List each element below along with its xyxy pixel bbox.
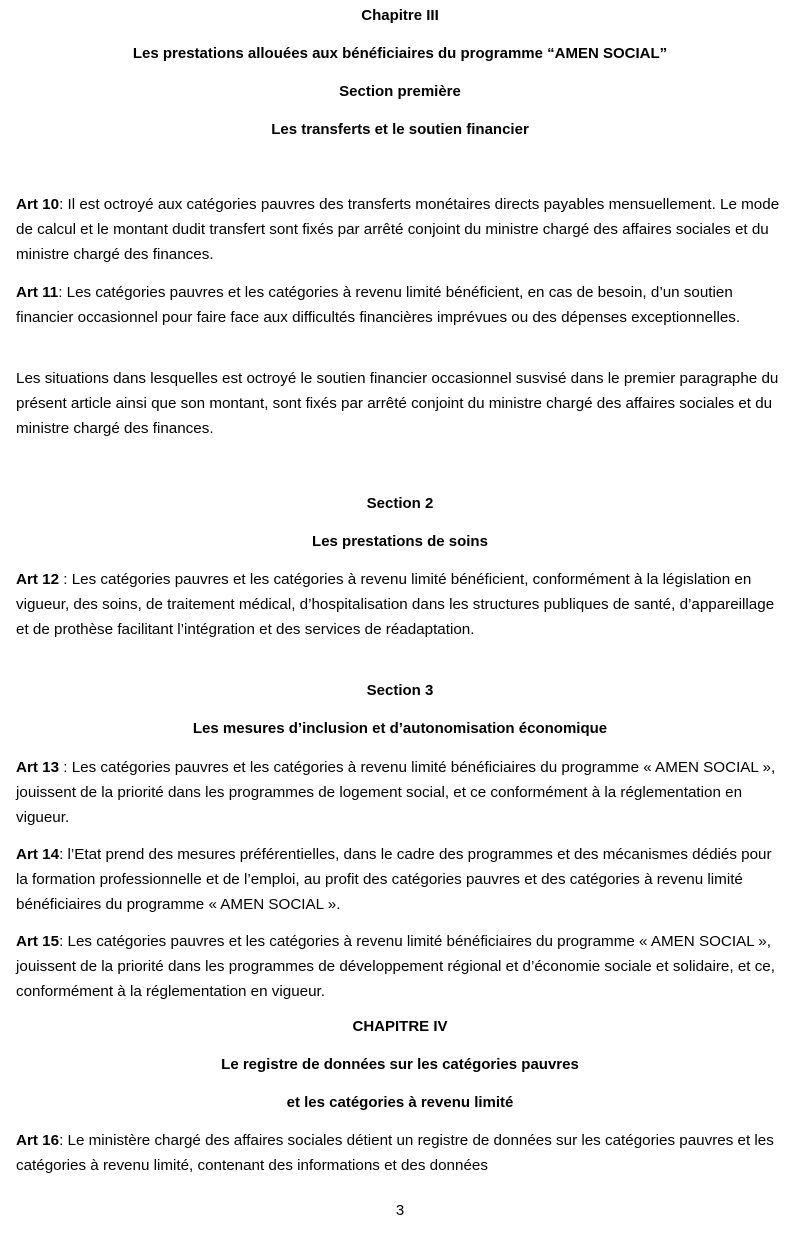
article-10-label: Art 10 [16, 196, 60, 213]
article-16 [16, 1128, 784, 1178]
article-15-text: : Les catégories pauvres et les catégories à revenu limité bénéficiaires du programme « AMEN SOCIAL », jouissent de la priorité dans les programmes de développement régional et d’économie sociale et solidaire, et ce, conformément à la réglementation en vigueur. [16, 933, 775, 1000]
chapter-4-title: CHAPITRE IV [352, 1018, 448, 1035]
article-14-text: : l’Etat prend des mesures préférentielles, dans le cadre des programmes et des mécanismes dédiés pour la formation professionnelle et de l’emploi, au profit des catégories pauvres et des catégories à revenu limité bénéficiaires du programme « AMEN SOCIAL ». [16, 846, 772, 913]
article-14 [16, 842, 784, 917]
article-11 [16, 280, 784, 330]
article-13 [16, 755, 784, 830]
article-15-label: Art 15 [16, 933, 60, 950]
article-15 [16, 929, 784, 1004]
chapter-4-subtitle-line-1: Le registre de données sur les catégories pauvres [221, 1056, 579, 1073]
chapter-4-subtitle-line-2: et les catégories à revenu limité [286, 1094, 514, 1111]
article-10 [16, 192, 784, 267]
article-13-label: Art 13 [16, 759, 60, 776]
chapter-3-subtitle: Les prestations allouées aux bénéficiaires du programme “AMEN SOCIAL” [132, 45, 668, 62]
article-10-text: : Il est octroyé aux catégories pauvres des transferts monétaires directs payables mensuellement. Le mode de calcul et le montant dudit transfert sont fixés par arrêté conjoint du ministre chargé des affaires sociales et du ministre chargé des finances. [16, 196, 780, 263]
article-14-label: Art 14 [16, 846, 60, 863]
section-2-title: Section 2 [366, 495, 434, 512]
article-11-label: Art 11 [16, 284, 59, 301]
article-12-text: : Les catégories pauvres et les catégories à revenu limité bénéficient, conformément à la législation en vigueur, des soins, de traitement médical, d’hospitalisation dans les structures publiques de santé, d’appareillage et de prothèse facilitant l’intégration et des services de réadaptation. [16, 571, 775, 638]
section-1-title: Section première [339, 83, 461, 100]
article-12-label: Art 12 [16, 571, 60, 588]
article-16-label: Art 16 [16, 1132, 60, 1149]
article-11-text: : Les catégories pauvres et les catégories à revenu limité bénéficient, en cas de besoin, d’un soutien financier occasionnel pour faire face aux difficultés financières imprévues ou des dépenses exceptionnelles. [16, 284, 741, 326]
section-3-subtitle: Les mesures d’inclusion et d’autonomisation économique [192, 720, 608, 737]
section-2-subtitle: Les prestations de soins [312, 533, 488, 550]
section-1-subtitle: Les transferts et le soutien financier [271, 121, 529, 138]
article-13-text: : Les catégories pauvres et les catégories à revenu limité bénéficiaires du programme « AMEN SOCIAL », jouissent de la priorité dans les programmes de logement social, et ce conformément à la réglementation en vigueur. [16, 759, 776, 826]
article-11-paragraph-2: Les situations dans lesquelles est octroyé le soutien financier occasionnel susvisé dans le premier paragraphe du présent article ainsi que son montant, sont fixés par arrêté conjoint du ministre chargé des affaires sociales et du ministre chargé des finances. [16, 370, 779, 437]
page-number: 3 [395, 1202, 405, 1219]
article-12 [16, 567, 784, 642]
section-3-title: Section 3 [366, 682, 434, 699]
chapter-3-title: Chapitre III [361, 7, 439, 24]
article-16-text: : Le ministère chargé des affaires sociales détient un registre de données sur les catégories pauvres et les catégories à revenu limité, contenant des informations et des données [16, 1132, 774, 1174]
